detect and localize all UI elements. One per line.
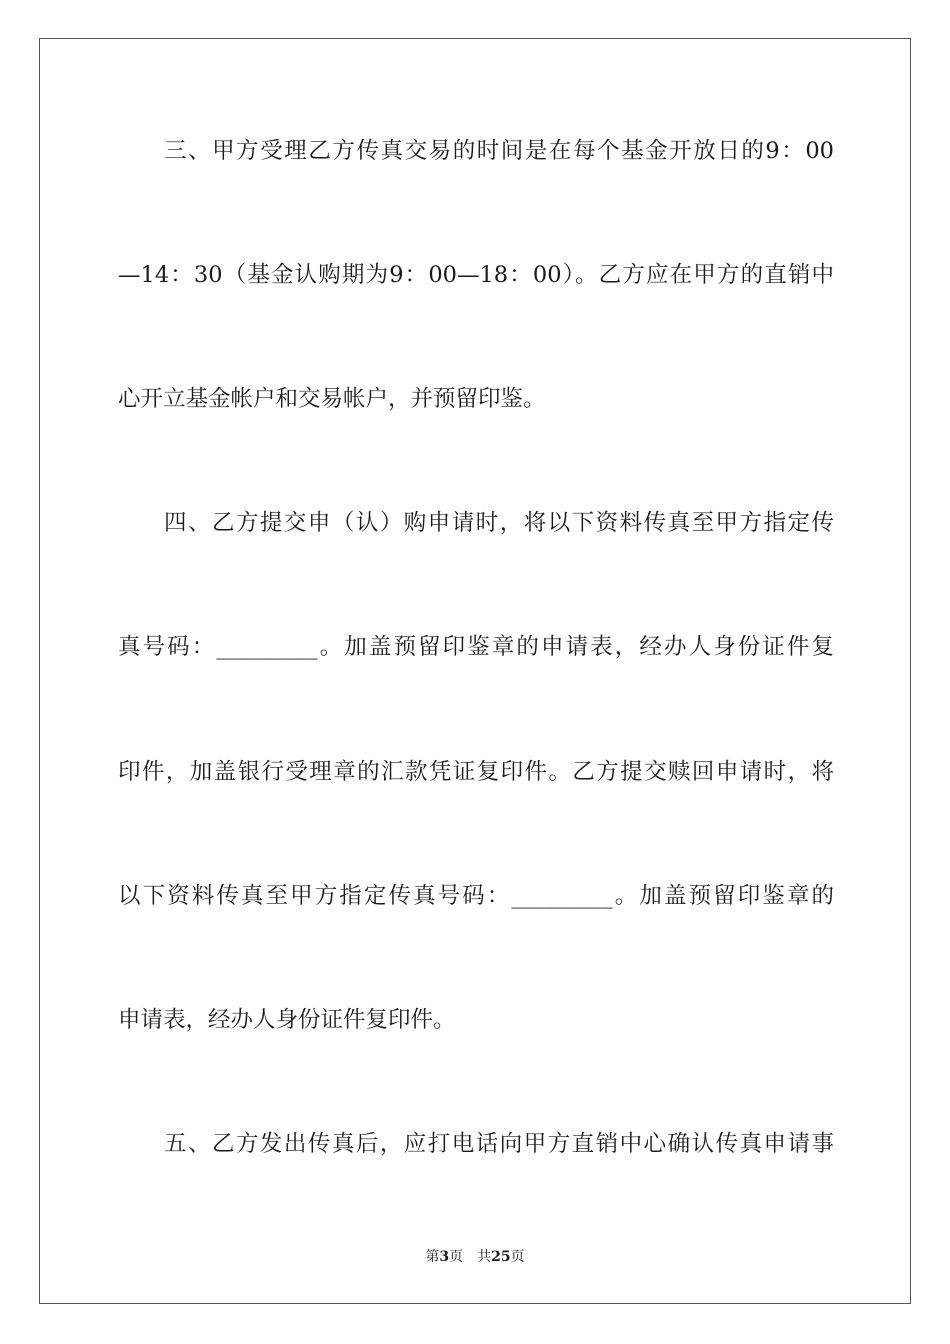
paragraph-4-line-4: 以下资料传真至甲方指定传真号码：_________。加盖预留印鉴章的 xyxy=(118,883,834,909)
paragraph-5-line-1: 五、乙方发出传真后，应打电话向甲方直销中心确认传真申请事 xyxy=(164,1131,834,1157)
page-footer xyxy=(0,1246,950,1268)
footer-total-pages: 25 xyxy=(491,1249,511,1265)
footer-page-prefix: 第 xyxy=(425,1249,440,1265)
footer-page-suffix: 页 xyxy=(449,1249,464,1265)
paragraph-3-line-2: —14：30（基金认购期为9：00—18：00）。乙方应在甲方的直销中 xyxy=(118,262,834,288)
paragraph-3-line-1: 三、甲方受理乙方传真交易的时间是在每个基金开放日的9：00 xyxy=(164,138,834,164)
footer-total-suffix: 页 xyxy=(510,1249,525,1265)
paragraph-3-line-3: 心开立基金帐户和交易帐户，并预留印鉴。 xyxy=(118,386,546,412)
footer-page-number: 3 xyxy=(439,1249,450,1265)
page-frame xyxy=(39,38,911,1304)
paragraph-4-line-3: 印件，加盖银行受理章的汇款凭证复印件。乙方提交赎回申请时，将 xyxy=(118,759,834,785)
paragraph-4-line-5: 申请表，经办人身份证件复印件。 xyxy=(118,1007,456,1033)
footer-total-prefix: 共 xyxy=(477,1249,492,1265)
paragraph-4-line-1: 四、乙方提交申（认）购申请时，将以下资料传真至甲方指定传 xyxy=(164,510,834,536)
paragraph-4-line-2: 真号码：_________。加盖预留印鉴章的申请表，经办人身份证件复 xyxy=(118,634,834,660)
